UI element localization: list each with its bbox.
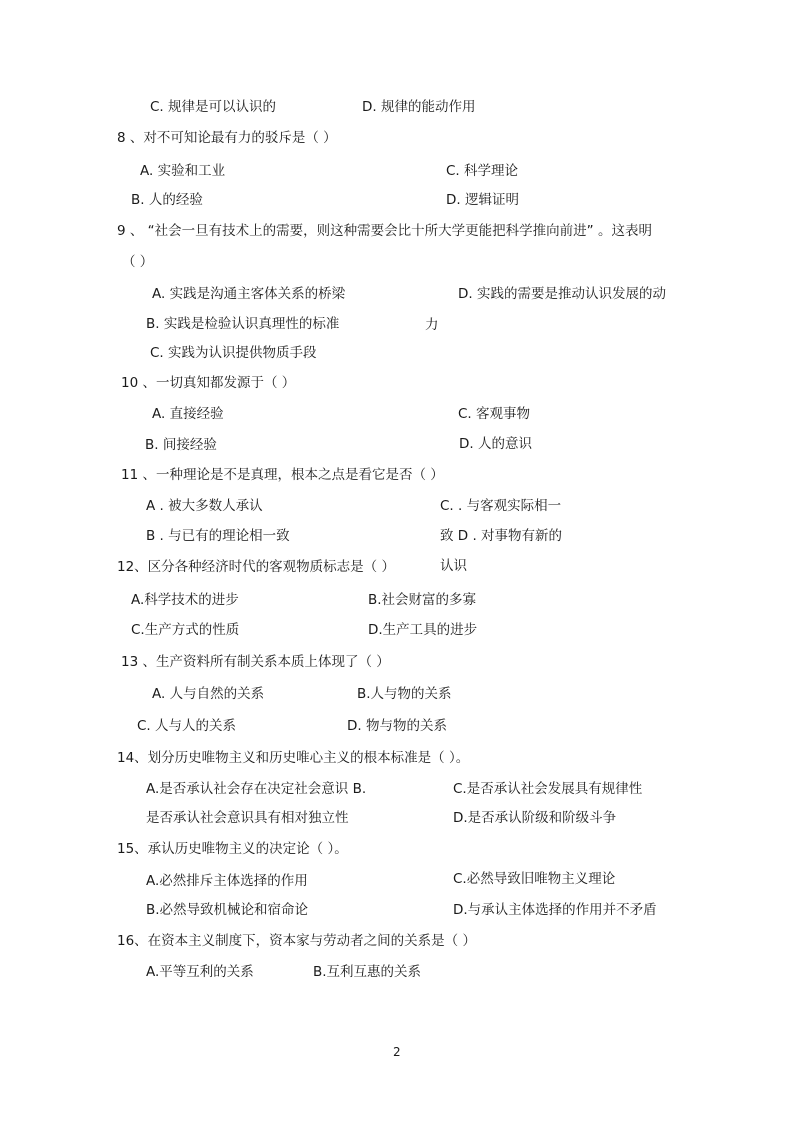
option-text: D. 逻辑证明 <box>446 192 519 208</box>
option-text: C. 客观事物 <box>458 406 531 422</box>
option-text: B. 人的经验 <box>131 192 203 208</box>
option-text: B.社会财富的多寡 <box>368 592 477 608</box>
option-text: C. . 与客观实际相一 <box>440 498 562 514</box>
option-text: D.生产工具的进步 <box>368 622 478 638</box>
option-text: A. 实践是沟通主客体关系的桥梁 <box>152 286 346 302</box>
option-text: 是否承认社会意识具有相对独立性 <box>146 810 349 826</box>
option-text: B.必然导致机械论和宿命论 <box>146 902 309 918</box>
option-text: A. 直接经验 <box>152 406 224 422</box>
question-text: 8 、对不可知论最有力的驳斥是（ ） <box>117 130 337 146</box>
option-text: A.科学技术的进步 <box>131 592 239 608</box>
option-text: C.必然导致旧唯物主义理论 <box>453 871 616 887</box>
option-text: A.平等互利的关系 <box>146 964 254 980</box>
question-text: 15、承认历史唯物主义的决定论（ ）。 <box>117 841 348 857</box>
option-text: C. 人与人的关系 <box>137 718 237 734</box>
option-text: 致 D . 对事物有新的 <box>440 528 563 544</box>
option-text: 认识 <box>440 558 467 574</box>
option-text: B.互利互惠的关系 <box>313 964 422 980</box>
question-text: 13 、生产资料所有制关系本质上体现了（ ） <box>121 654 390 670</box>
option-text: 力 <box>425 317 439 333</box>
option-text: D.与承认主体选择的作用并不矛盾 <box>453 902 657 918</box>
option-text: B. 实践是检验认识真理性的标准 <box>146 316 340 332</box>
question-text: （ ） <box>122 254 154 270</box>
option-text: C.是否承认社会发展具有规律性 <box>453 781 643 797</box>
option-text: C. 规律是可以认识的 <box>150 99 277 115</box>
option-text: B. 间接经验 <box>145 437 217 453</box>
option-text: D. 物与物的关系 <box>347 718 447 734</box>
question-text: 10 、一切真知都发源于（ ） <box>121 375 296 391</box>
option-text: D. 实践的需要是推动认识发展的动 <box>458 286 666 302</box>
option-text: A. 人与自然的关系 <box>152 686 265 702</box>
option-text: D. 规律的能动作用 <box>362 99 476 115</box>
question-text: 16、在资本主义制度下，资本家与劳动者之间的关系是（ ） <box>117 933 476 949</box>
option-text: C. 实践为认识提供物质手段 <box>150 345 317 361</box>
question-text: 14、划分历史唯物主义和历史唯心主义的根本标准是（ ）。 <box>117 750 470 766</box>
option-text: A. 实验和工业 <box>140 163 226 179</box>
option-text: B.人与物的关系 <box>357 686 452 702</box>
question-text: 11 、一种理论是不是真理，根本之点是看它是否（ ） <box>121 467 444 483</box>
option-text: D.是否承认阶级和阶级斗争 <box>453 810 617 826</box>
option-text: C.生产方式的性质 <box>131 622 240 638</box>
option-text: A.是否承认社会存在决定社会意识 B. <box>146 781 367 797</box>
option-text: B . 与已有的理论相一致 <box>146 528 290 544</box>
option-text: C. 科学理论 <box>446 163 519 179</box>
question-text: 12、区分各种经济时代的客观物质标志是（ ） <box>117 559 395 575</box>
option-text: A.必然排斥主体选择的作用 <box>146 873 308 889</box>
page-number: 2 <box>393 1045 401 1059</box>
question-text: 9 、 “社会一旦有技术上的需要，则这种需要会比十所大学更能把科学推向前进” 。这表明 <box>117 223 652 239</box>
option-text: A . 被大多数人承认 <box>146 498 263 514</box>
option-text: D. 人的意识 <box>459 436 532 452</box>
